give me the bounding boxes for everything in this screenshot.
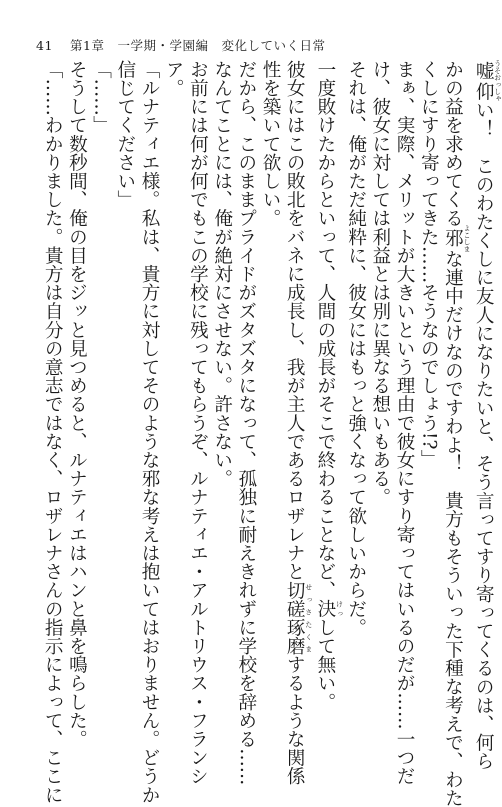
text-run: 彼女にはこの敗北をバネに成長し、我が主人であるロザレナと bbox=[284, 60, 306, 581]
text-line bbox=[185, 60, 209, 786]
text-run: け、彼女に対しては利益とは別に異なる想いもある。 bbox=[369, 60, 391, 507]
vertical-text-flow bbox=[40, 60, 502, 807]
text-line bbox=[392, 60, 416, 786]
text-line bbox=[258, 60, 282, 690]
ruby-base: 嘘仰 bbox=[473, 60, 495, 102]
text-line bbox=[234, 60, 258, 786]
ruby-reading: うそおっしゃ bbox=[493, 60, 502, 102]
text-line bbox=[282, 60, 313, 786]
text-line bbox=[471, 60, 502, 771]
ruby-word bbox=[284, 580, 313, 656]
text-line bbox=[209, 60, 233, 690]
text-line bbox=[343, 60, 367, 690]
text-run: 「……」 bbox=[90, 60, 112, 135]
text-line bbox=[137, 60, 161, 804]
text-run: ア。 bbox=[163, 60, 185, 98]
page-number: 41 bbox=[36, 37, 53, 53]
text-line bbox=[113, 60, 137, 690]
text-run: 性を築いて欲しい。 bbox=[260, 60, 282, 228]
text-line bbox=[416, 60, 440, 690]
text-line bbox=[88, 60, 112, 690]
running-title: 第1章 一学期・学園編 変化していく日常 bbox=[70, 38, 326, 53]
text-run: するような関係 bbox=[284, 655, 306, 786]
text-run: な連中だけなのですわよ！ 貴方もそういった下種な考えで、わた bbox=[442, 249, 464, 807]
text-run: 「ルナティエ様。私は、貴方に対してそのような邪な考えは抱いてはおりません。どうか bbox=[139, 60, 161, 804]
text-run: して無い。 bbox=[314, 618, 336, 712]
ruby-word bbox=[473, 60, 502, 102]
body-text bbox=[40, 60, 502, 807]
text-line bbox=[368, 60, 392, 690]
ruby-reading: けっ bbox=[335, 599, 344, 618]
text-run: 一度敗けたからといって、人間の成長がそこで終わることなど、 bbox=[314, 60, 336, 600]
text-run: お前には何が何でもこの学校に残ってもらうぞ、ルナティエ・アルトリウス・フランシ bbox=[187, 60, 209, 786]
page-header bbox=[36, 36, 470, 54]
text-run: そうして数秒間、俺の目をジッと見つめると、ルナティエはハンと鼻を鳴らした。 bbox=[66, 60, 88, 749]
ruby-word bbox=[442, 224, 471, 253]
ruby-reading: せっさたくま bbox=[304, 580, 313, 656]
text-line bbox=[64, 60, 88, 749]
text-run: 信じてください」 bbox=[114, 60, 136, 209]
text-run: い！ このわたくしに友人になりたいと、そう言ってすり寄ってくるのは、何ら bbox=[473, 100, 495, 771]
text-run: それは、俺がただ純粋に、彼女にはもっと強くなって欲しいからだ。 bbox=[345, 60, 367, 637]
text-line bbox=[313, 60, 344, 712]
text-run: だから、このままプライドがズタズタになって、孤独に耐えきれずに学校を辞める…… bbox=[235, 60, 257, 786]
text-run: まぁ、実際、メリットが大きいという理由で彼女にすり寄ってはいるのだが……一つだ bbox=[394, 60, 416, 786]
text-line bbox=[161, 60, 185, 690]
ruby-base: 決 bbox=[314, 599, 336, 619]
ruby-base: 邪 bbox=[442, 224, 464, 253]
text-line bbox=[440, 60, 471, 807]
text-run: 「……わかりました。貴方は自分の意志ではなく、ロザレナさんの指示によって、ここに bbox=[42, 60, 64, 804]
text-run: かの益を求めてくる bbox=[442, 60, 464, 228]
text-run: くしにすり寄ってきた……そうなのでしょう!?」 bbox=[418, 60, 440, 469]
ruby-reading: よこしま bbox=[462, 224, 471, 253]
text-run: なんてことには、俺が絶対にさせない。許さない。 bbox=[211, 60, 233, 488]
ruby-base: 切磋琢磨 bbox=[284, 580, 306, 656]
ruby-word bbox=[314, 599, 344, 619]
text-line bbox=[40, 60, 64, 804]
